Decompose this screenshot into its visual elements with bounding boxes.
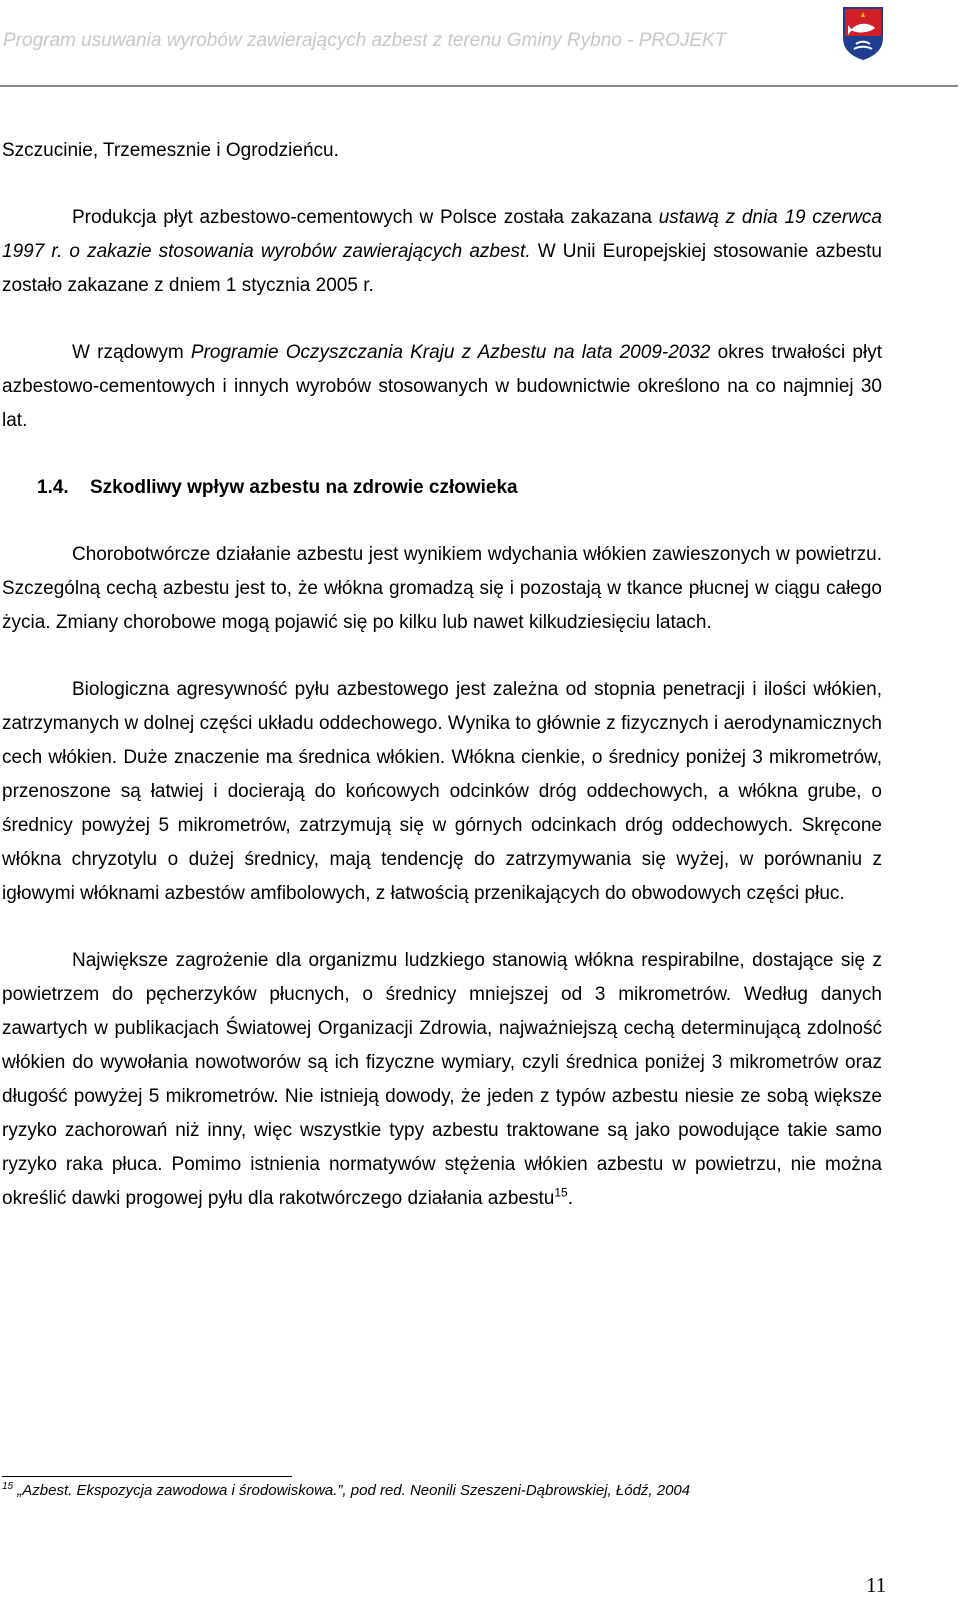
footnote-divider — [2, 1476, 292, 1477]
paragraph-text: . — [567, 1188, 573, 1209]
page-number: 11 — [866, 1573, 887, 1597]
footnote — [2, 1482, 690, 1499]
paragraph — [2, 944, 882, 1216]
paragraph — [2, 134, 882, 168]
footnote-number: 15 — [2, 1481, 14, 1492]
paragraph-text: okres trwałości płyt azbestowo-cementowych i innych wyrobów stosowanych w budownictwie określono na co najmniej 30 lat. — [2, 342, 882, 431]
paragraph — [2, 336, 882, 438]
paragraph-text: W rządowym — [72, 342, 191, 363]
paragraph-text: Szczucinie, Trzemesznie i Ogrodzieńcu. — [2, 140, 339, 161]
section-title: Szkodliwy wpływ azbestu na zdrowie człowieka — [90, 477, 518, 498]
paragraph — [2, 538, 882, 640]
paragraph — [2, 673, 882, 911]
paragraph-text: Biologiczna agresywność pyłu azbestowego jest zależna od stopnia penetracji i ilości włókien, zatrzymanych w dolnej części układu oddechowego. Wynika to głównie z fizycznych i aerodynamicznych cech włókien. Duże znaczenie ma średnica włókien. Włókna cienkie, o średnicy poniżej 3 mikrometrów, przenoszone są łatwiej i docierają do końcowych odcinków dróg oddechowych, a włókna grube, o średnicy powyżej 5 mikrometrów, zatrzymują się w górnych odcinkach dróg oddechowych. Skręcone włókna chryzotylu o dużej średnicy, mają tendencję do zatrzymywania się wyżej, w porównaniu z igłowymi włóknami azbestów amfibolowych, z łatwością przenikających do obwodowych części płuc. — [2, 679, 882, 904]
footnote-reference[interactable]: 15 — [554, 1185, 568, 1200]
footnote-text: „Azbest. Ekspozycja zawodowa i środowiskowa.”, pod red. Neonili Szeszeni-Dąbrowskiej, Łódź, 2004 — [17, 1482, 691, 1499]
paragraph-text: W Unii Europejskiej stosowanie azbestu zostało zakazane z dniem 1 stycznia 2005 r. — [2, 241, 882, 296]
law-citation: ustawą z dnia 19 czerwca 1997 r. o zakazie stosowania wyrobów zawierających azbest. — [2, 207, 882, 262]
document-body — [2, 134, 882, 1249]
coat-of-arms-icon — [842, 6, 884, 60]
header-divider — [0, 85, 958, 87]
paragraph — [2, 201, 882, 303]
paragraph-text: Chorobotwórcze działanie azbestu jest wynikiem wdychania włókien zawieszonych w powietrzu. Szczególną cechą azbestu jest to, że włókna gromadzą się i pozostają w tkance płucnej w ciągu całego życia. Zmiany chorobowe mogą pojawić się po kilku lub nawet kilkudziesięciu latach. — [2, 544, 882, 633]
section-heading — [37, 471, 882, 505]
program-citation: Programie Oczyszczania Kraju z Azbestu na lata 2009-2032 — [190, 342, 711, 363]
paragraph-text: Największe zagrożenie dla organizmu ludzkiego stanowią włókna respirabilne, dostające się z powietrzem do pęcherzyków płucnych, o średnicy mniejszej od 3 mikrometrów. Według danych zawartych w publikacjach Światowej Organizacji Zdrowia, najważniejszą cechą determinującą zdolność włókien do wywołania nowotworów są ich fizyczne wymiary, czyli średnica poniżej 3 mikrometrów oraz długość powyżej 5 mikrometrów. Nie istnieją dowody, że jeden z typów azbestu niesie ze sobą większe ryzyko zachorowań niż inny, więc wszystkie typy azbestu traktowane są jako powodujące takie samo ryzyko raka płuca. Pomimo istnienia normatywów stężenia włókien azbestu w powietrzu, nie można określić dawki progowej pyłu dla rakotwórczego działania azbestu — [2, 950, 882, 1209]
paragraph-text: Produkcja płyt azbestowo-cementowych w Polsce została zakazana — [72, 207, 659, 228]
header-title: Program usuwania wyrobów zawierających azbest z terenu Gminy Rybno - PROJEKT — [3, 30, 727, 51]
page-header — [0, 0, 960, 88]
section-number: 1.4. — [37, 477, 69, 498]
